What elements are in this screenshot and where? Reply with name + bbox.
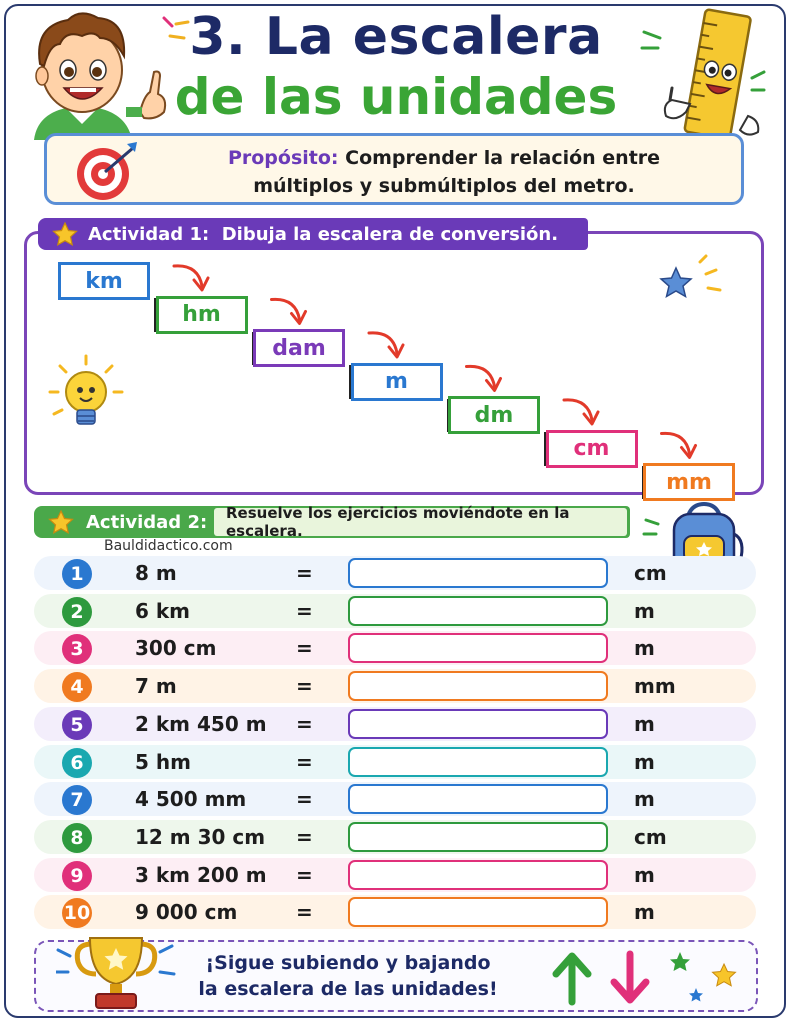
exercise-row [34,631,756,665]
activity2-label: Actividad 2: [86,511,208,533]
exercise-row [34,858,756,892]
answer-field[interactable] [348,558,608,588]
step-mm: mm [643,463,735,501]
answer-field[interactable] [348,633,608,663]
purpose-label: Propósito: [227,147,339,169]
exercise-number: 5 [62,710,92,740]
exercise-number: 7 [62,785,92,815]
exercise-unit: cm [634,561,667,585]
trophy-icon [56,932,176,1012]
exercise-expression: 2 km 450 m [135,711,267,736]
footer-line1: ¡Sigue subiendo y bajando [205,952,491,974]
activity2-instruction: Resuelve los ejercicios moviéndote en la escalera. [214,508,627,536]
equals-sign: = [296,674,313,699]
exercise-number: 4 [62,672,92,702]
equals-sign: = [296,711,313,736]
page-title-line2: de las unidades [174,68,618,126]
watermark: Bauldidactico.com [104,538,233,554]
exercise-expression: 5 hm [135,749,191,774]
exercise-unit: m [634,900,655,925]
answer-field[interactable] [348,671,608,701]
step-m: m [351,363,443,401]
exercise-number: 10 [62,898,92,928]
answer-field[interactable] [348,897,608,927]
step-cm: cm [546,430,638,468]
purpose-line2: múltiplos y submúltiplos del metro. [253,175,635,197]
step-km: km [58,262,150,300]
exercise-expression: 7 m [135,674,177,699]
equals-sign: = [296,749,313,774]
lightbulb-icon [40,352,132,436]
exercise-number: 8 [62,823,92,853]
blue-star-icon [650,254,728,310]
activity1-label: Actividad 1: [88,223,210,245]
exercise-expression: 8 m [135,561,177,585]
exercise-row [34,782,756,816]
exercise-unit: m [634,598,655,623]
answer-field[interactable] [348,860,608,890]
exercise-unit: m [634,862,655,887]
exercise-unit: mm [634,674,676,699]
exercise-unit: m [634,787,655,812]
exercise-unit: m [634,749,655,774]
exercise-unit: m [634,636,655,661]
star-icon [48,510,74,534]
activity1-text: Dibuja la escalera de conversión. [221,223,559,245]
stars-icon [666,948,746,1008]
exercise-row [34,895,756,929]
equals-sign: = [296,824,313,849]
exercise-row [34,556,756,590]
answer-field[interactable] [348,822,608,852]
step-dam: dam [253,329,345,367]
equals-sign: = [296,862,313,887]
answer-field[interactable] [348,709,608,739]
exercise-number: 3 [62,634,92,664]
step-dm: dm [448,396,540,434]
activity2-banner [34,506,630,538]
exercise-expression: 300 cm [135,636,217,661]
exercise-row [34,745,756,779]
exercise-row [34,669,756,703]
exercise-expression: 3 km 200 m [135,862,267,887]
exercise-number: 9 [62,861,92,891]
arrow-down-icon [608,950,652,1006]
equals-sign: = [296,598,313,623]
equals-sign: = [296,636,313,661]
exercise-expression: 6 km [135,598,191,623]
exercise-row [34,594,756,628]
exercise-expression: 4 500 mm [135,787,247,812]
exercise-unit: m [634,711,655,736]
exercise-expression: 9 000 cm [135,900,238,925]
answer-field[interactable] [348,596,608,626]
equals-sign: = [296,900,313,925]
footer-line2: la escalera de las unidades! [198,978,498,1000]
equals-sign: = [296,787,313,812]
step-hm: hm [156,296,248,334]
exercise-expression: 12 m 30 cm [135,824,266,849]
purpose-line1: Comprender la relación entre [345,147,661,169]
exercise-number: 1 [62,559,92,589]
exercise-unit: cm [634,824,667,849]
exercise-number: 2 [62,597,92,627]
exercise-number: 6 [62,748,92,778]
page-title-line1: 3. La escalera [189,7,603,67]
exercise-row [34,707,756,741]
footer-box [34,940,758,1012]
equals-sign: = [296,561,313,585]
answer-field[interactable] [348,747,608,777]
answer-field[interactable] [348,784,608,814]
arrow-up-icon [550,950,594,1006]
exercise-row [34,820,756,854]
